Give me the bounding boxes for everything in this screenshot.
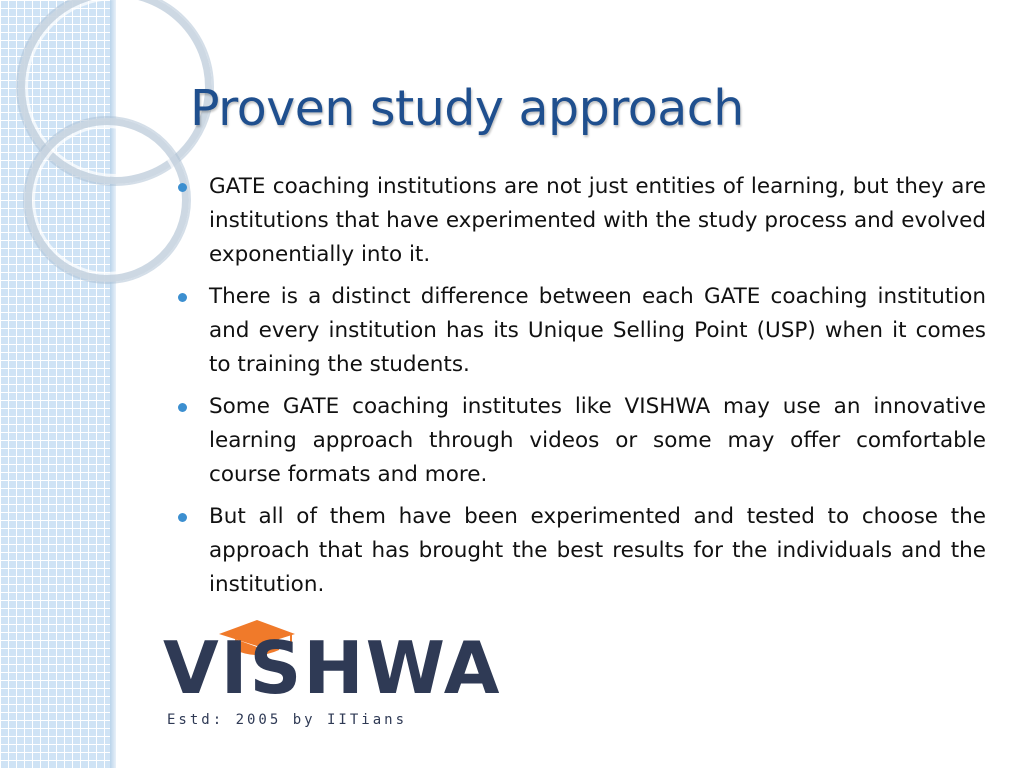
logo-wordmark: VISHWA bbox=[163, 626, 502, 710]
logo-tagline: Estd: 2005 by IITians bbox=[167, 712, 408, 728]
bullet-text: GATE coaching institutions are not just entities of learning, but they are institutions that have experimented with the study process and evolved exponentially into it. bbox=[209, 174, 986, 267]
bullet-text: There is a distinct difference between each GATE coaching institution and every institution has its Unique Selling Point (USP) when it comes to training the students. bbox=[209, 284, 986, 377]
bullet-item bbox=[176, 500, 986, 602]
bullet-text: Some GATE coaching institutes like VISHWA may use an innovative learning approach through videos or some may offer comfortable course formats and more. bbox=[209, 394, 986, 487]
bullet-dot-icon bbox=[178, 293, 187, 302]
bullet-list bbox=[176, 170, 986, 610]
bullet-item bbox=[176, 170, 986, 272]
bullet-item bbox=[176, 280, 986, 382]
vishwa-logo bbox=[163, 618, 502, 736]
slide-title: Proven study approach bbox=[190, 80, 744, 137]
bullet-dot-icon bbox=[178, 183, 187, 192]
bullet-dot-icon bbox=[178, 403, 187, 412]
bullet-dot-icon bbox=[178, 513, 187, 522]
decorative-ring-bottom bbox=[25, 118, 189, 282]
bullet-item bbox=[176, 390, 986, 492]
bullet-text: But all of them have been experimented and tested to choose the approach that has brought the best results for the individuals and the institution. bbox=[209, 504, 986, 597]
